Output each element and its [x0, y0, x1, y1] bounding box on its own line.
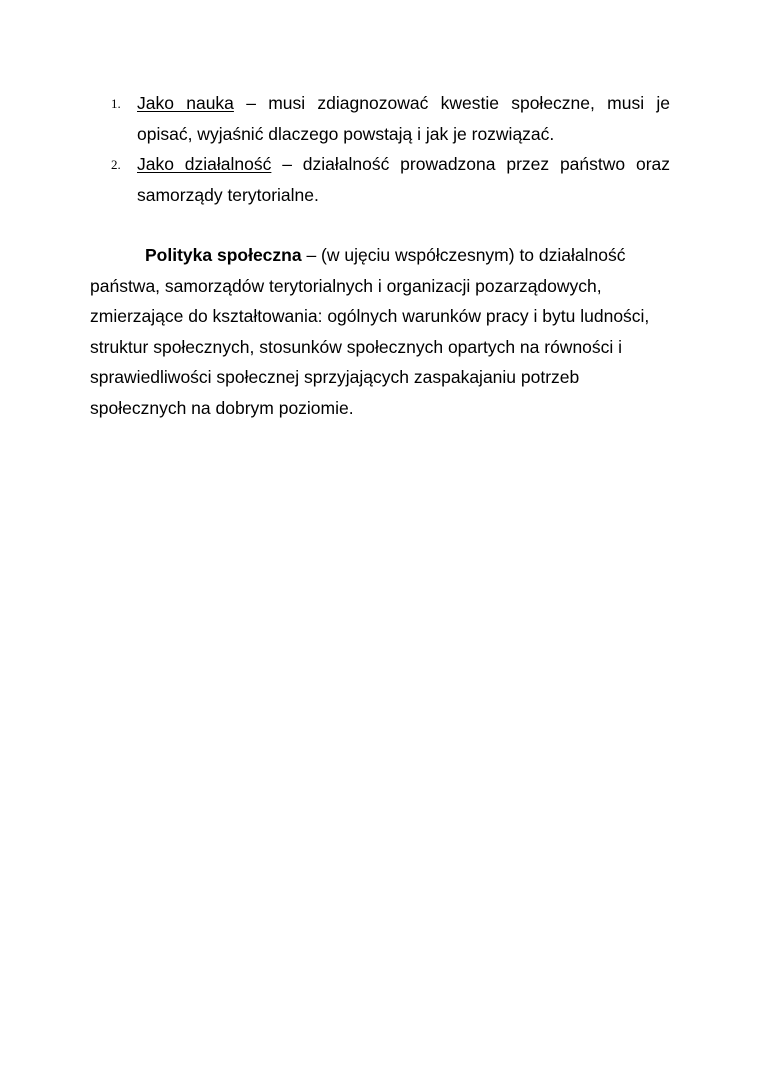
list-item: [90, 149, 670, 210]
numbered-list: [90, 88, 670, 210]
list-number: 2.: [111, 157, 121, 172]
list-text: – musi zdiagnozować kwestie społeczne, musi je opisać, wyjaśnić dlaczego powstają i jak je rozwiązać.: [137, 93, 670, 144]
list-item: [90, 88, 670, 149]
definition-text: – (w ujęciu współczesnym) to działalność państwa, samorządów terytorialnych i organizacji pozarządowych, zmierzające do kształtowania: ogólnych warunków pracy i bytu ludności, struktur społecznych, stosunków społecznych opartych na równości i sprawiedliwości społecznej sprzyjających zaspakajaniu potrzeb społecznych na dobrym poziomie.: [90, 245, 650, 418]
list-number: 1.: [111, 96, 121, 111]
list-term: Jako działalność: [137, 154, 272, 174]
list-term: Jako nauka: [137, 93, 234, 113]
list-text: – działalność prowadzona przez państwo oraz samorządy terytorialne.: [137, 154, 671, 205]
definition-term: Polityka społeczna: [145, 245, 302, 265]
definition-paragraph: [90, 240, 670, 424]
